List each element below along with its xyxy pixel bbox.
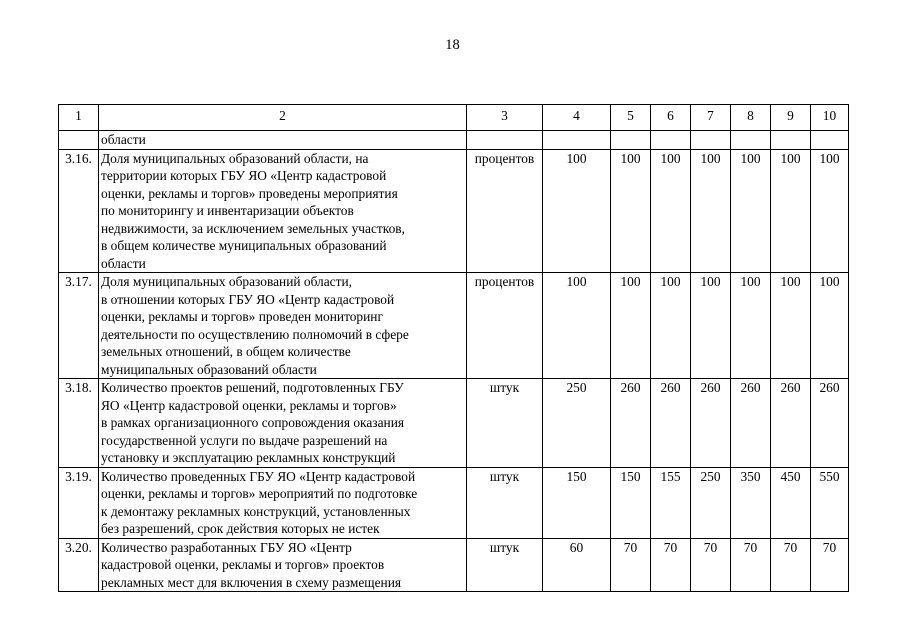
indicator-name-cell xyxy=(99,538,467,592)
value-cell: 450 xyxy=(771,467,811,538)
row-number-cell: 3.19. xyxy=(59,467,99,538)
indicator-name-line: рекламных мест для включения в схему размещения xyxy=(101,574,402,590)
value-cell: 100 xyxy=(651,273,691,379)
table-row xyxy=(59,131,849,150)
header-cell: 7 xyxy=(691,105,731,131)
indicator-name-line: Количество проведенных ГБУ ЯО «Центр кадастровой xyxy=(101,468,416,484)
indicator-name-line: области xyxy=(101,132,146,147)
indicator-name-line: земельных отношений, в общем количестве xyxy=(101,344,351,359)
indicator-name-line: территории которых ГБУ ЯО «Центр кадастровой xyxy=(101,168,387,183)
header-cell: 1 xyxy=(59,105,99,131)
header-cell: 2 xyxy=(99,105,467,131)
indicator-name-cell xyxy=(99,149,467,273)
indicator-name-line: к демонтажу рекламных конструкций, установленных xyxy=(101,503,411,519)
value-cell: 70 xyxy=(611,538,651,592)
value-cell: 250 xyxy=(691,467,731,538)
unit-cell: штук xyxy=(467,379,543,468)
table-row xyxy=(59,467,849,538)
unit-cell: процентов xyxy=(467,149,543,273)
value-cell xyxy=(811,131,849,150)
value-cell: 100 xyxy=(611,149,651,273)
indicator-name-cell xyxy=(99,131,467,150)
indicator-name-line: муниципальных образований области xyxy=(101,361,317,377)
indicator-name-line: государственной услуги по выдаче разрешений на xyxy=(101,432,388,448)
indicator-name-cell xyxy=(99,467,467,538)
value-cell: 100 xyxy=(691,273,731,379)
value-cell: 260 xyxy=(651,379,691,468)
indicators-table xyxy=(58,104,849,592)
unit-cell: штук xyxy=(467,538,543,592)
header-cell: 5 xyxy=(611,105,651,131)
value-cell: 100 xyxy=(691,149,731,273)
indicator-name-line: Количество проектов решений, подготовленных ГБУ xyxy=(101,380,404,395)
value-cell: 260 xyxy=(811,379,849,468)
value-cell: 70 xyxy=(651,538,691,592)
indicator-name-line: в отношении которых ГБУ ЯО «Центр кадастровой xyxy=(101,291,395,307)
indicator-name-line: кадастровой оценки, рекламы и торгов» проектов xyxy=(101,557,385,572)
value-cell: 150 xyxy=(611,467,651,538)
value-cell: 70 xyxy=(771,538,811,592)
value-cell: 100 xyxy=(543,149,611,273)
value-cell: 260 xyxy=(611,379,651,468)
indicator-name-cell xyxy=(99,379,467,468)
value-cell xyxy=(691,131,731,150)
table-body xyxy=(59,105,849,592)
value-cell: 60 xyxy=(543,538,611,592)
value-cell: 250 xyxy=(543,379,611,468)
value-cell: 70 xyxy=(811,538,849,592)
value-cell: 100 xyxy=(811,149,849,273)
value-cell xyxy=(611,131,651,150)
value-cell: 100 xyxy=(811,273,849,379)
header-cell: 6 xyxy=(651,105,691,131)
value-cell: 260 xyxy=(691,379,731,468)
page-number: 18 xyxy=(445,37,460,53)
value-cell: 260 xyxy=(771,379,811,468)
row-number-cell: 3.17. xyxy=(59,273,99,379)
unit-cell: штук xyxy=(467,467,543,538)
value-cell: 350 xyxy=(731,467,771,538)
value-cell xyxy=(651,131,691,150)
value-cell: 70 xyxy=(731,538,771,592)
table-row xyxy=(59,149,849,273)
indicator-name-line: без разрешений, срок действия которых не истек xyxy=(101,521,380,536)
row-number-cell xyxy=(59,131,99,150)
value-cell: 100 xyxy=(771,273,811,379)
row-number-cell: 3.20. xyxy=(59,538,99,592)
indicator-name-line: оценки, рекламы и торгов» мероприятий по подготовке xyxy=(101,486,418,501)
header-cell: 10 xyxy=(811,105,849,131)
indicator-name-line: в общем количестве муниципальных образований xyxy=(101,238,387,253)
header-cell: 8 xyxy=(731,105,771,131)
indicator-name-cell xyxy=(99,273,467,379)
unit-cell: процентов xyxy=(467,273,543,379)
value-cell xyxy=(771,131,811,150)
indicator-name-line: области xyxy=(101,255,146,271)
indicator-name-line: Количество разработанных ГБУ ЯО «Центр xyxy=(101,539,352,555)
value-cell: 550 xyxy=(811,467,849,538)
value-cell: 100 xyxy=(651,149,691,273)
table-header-row xyxy=(59,105,849,131)
value-cell: 100 xyxy=(611,273,651,379)
header-cell: 4 xyxy=(543,105,611,131)
indicator-name-line: оценки, рекламы и торгов» проведены мероприятия xyxy=(101,185,398,201)
table-row xyxy=(59,273,849,379)
value-cell: 100 xyxy=(731,273,771,379)
value-cell: 100 xyxy=(731,149,771,273)
unit-cell xyxy=(467,131,543,150)
value-cell: 260 xyxy=(731,379,771,468)
indicator-name-line: оценки, рекламы и торгов» проведен мониторинг xyxy=(101,309,383,324)
indicator-name-line: недвижимости, за исключением земельных участков, xyxy=(101,220,405,236)
indicator-name-line: установку и эксплуатацию рекламных конструкций xyxy=(101,450,396,465)
value-cell: 150 xyxy=(543,467,611,538)
value-cell: 100 xyxy=(771,149,811,273)
indicator-name-line: Доля муниципальных образований области, xyxy=(101,274,352,289)
value-cell: 100 xyxy=(543,273,611,379)
indicator-name-line: в рамках организационного сопровождения оказания xyxy=(101,415,405,430)
indicator-name-line: деятельности по осуществлению полномочий в сфере xyxy=(101,326,409,342)
row-number-cell: 3.18. xyxy=(59,379,99,468)
value-cell: 70 xyxy=(691,538,731,592)
row-number-cell: 3.16. xyxy=(59,149,99,273)
indicator-name-line: по мониторингу и инвентаризации объектов xyxy=(101,203,354,218)
value-cell xyxy=(731,131,771,150)
table-row xyxy=(59,379,849,468)
indicator-name-line: ЯО «Центр кадастровой оценки, рекламы и торгов» xyxy=(101,397,397,413)
table-row xyxy=(59,538,849,592)
header-cell: 3 xyxy=(467,105,543,131)
header-cell: 9 xyxy=(771,105,811,131)
value-cell xyxy=(543,131,611,150)
indicator-name-line: Доля муниципальных образований области, на xyxy=(101,150,369,166)
value-cell: 155 xyxy=(651,467,691,538)
